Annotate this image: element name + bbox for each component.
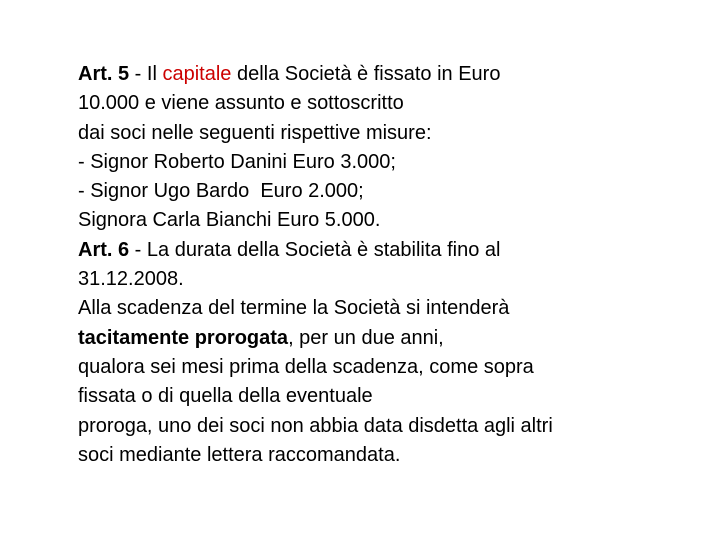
article-6-line-1	[78, 236, 678, 265]
article-5-line-4: - Signor Roberto Danini Euro 3.000;	[78, 150, 396, 173]
article-5-line-3: dai soci nelle seguenti rispettive misure:	[78, 121, 432, 144]
capitale-keyword: capitale	[162, 63, 232, 85]
article-6-line-2: 31.12.2008.	[78, 268, 184, 291]
article-6-line-6: fissata o di quella della eventuale	[78, 385, 373, 408]
article-5-line-2: 10.000 e viene assunto e sottoscritto	[78, 92, 404, 115]
article-6-line-5: qualora sei mesi prima della scadenza, come sopra	[78, 355, 534, 378]
tacitamente-prorogata-phrase: tacitamente prorogata	[78, 326, 289, 349]
statute-text	[78, 60, 678, 470]
article-5-line-1-rest: della Società è fissato in Euro	[231, 63, 501, 85]
article-6-line-7: proroga, uno dei soci non abbia data disdetta agli altri	[78, 414, 553, 437]
article-6-line-3: Alla scadenza del termine la Società si intenderà	[78, 297, 510, 320]
article-6-line-4-rest: , per un due anni,	[288, 326, 444, 349]
article-6-line-4	[78, 324, 678, 353]
article-6-line-8: soci mediante lettera raccomandata.	[78, 443, 401, 466]
article-6-label: Art. 6	[78, 238, 130, 261]
article-5-line-1	[78, 60, 678, 89]
article-5-intro: - Il	[129, 63, 163, 85]
article-5-line-5: - Signor Ugo Bardo Euro 2.000;	[78, 180, 364, 203]
article-5-line-6: Signora Carla Bianchi Euro 5.000.	[78, 209, 381, 232]
article-5-label: Art. 5	[78, 63, 130, 85]
article-6-line-1-rest: - La durata della Società è stabilita fino al	[129, 238, 501, 261]
